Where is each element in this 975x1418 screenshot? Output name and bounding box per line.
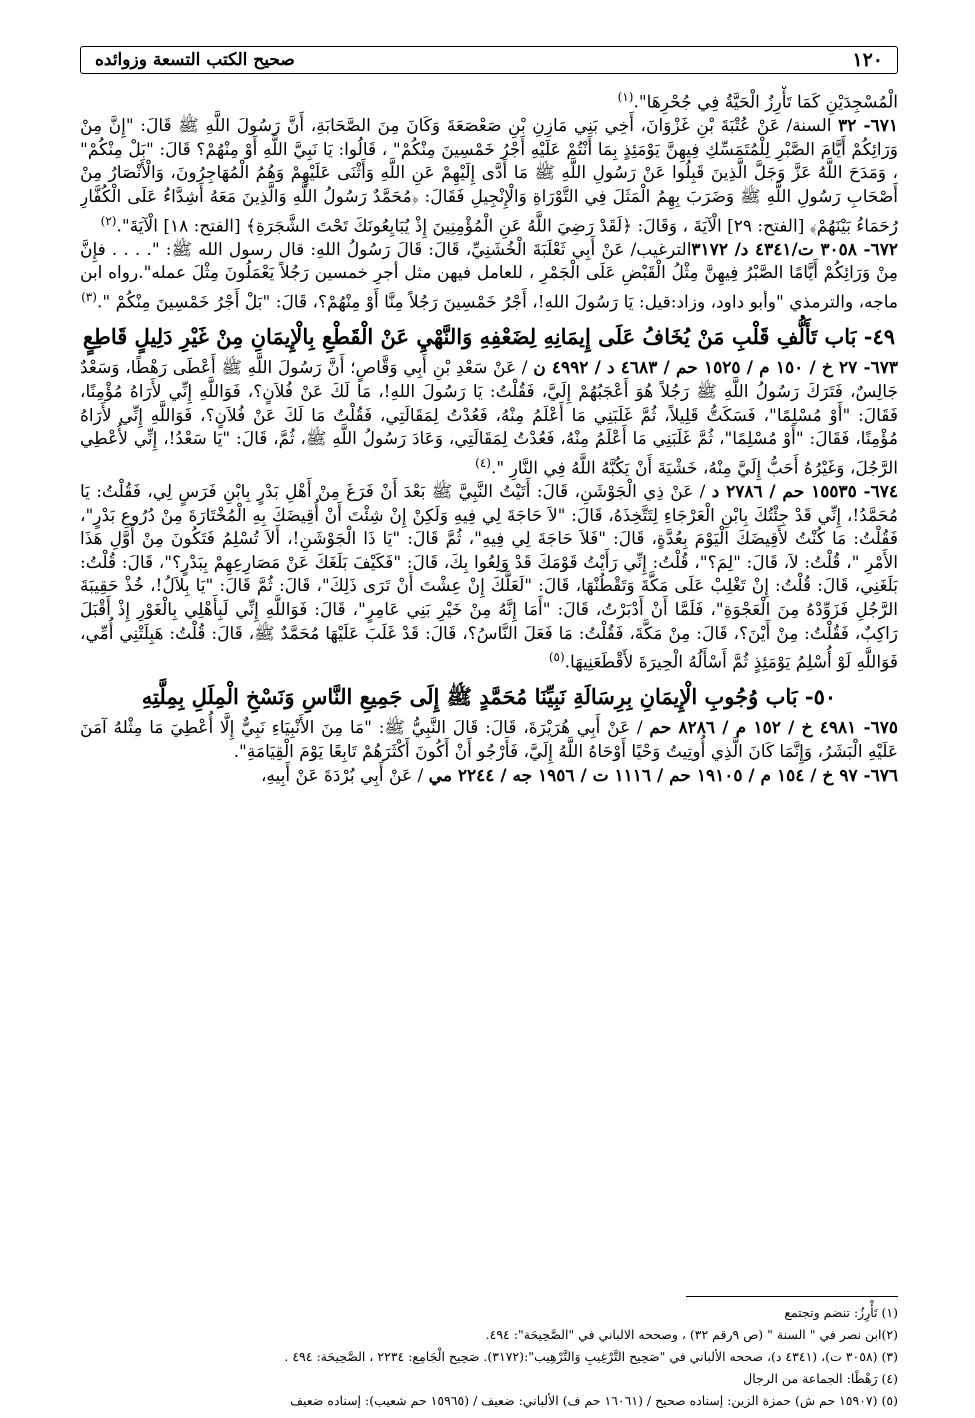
hadith-text: / عَنْ أَبِي هُرَيْرَةَ، قَالَ: قَالَ النَّبِيُّ ﷺ: "مَا مِنَ الأَنْبِيَاءِ نَبِيٌّ إِلَّا أُعْطِيَ مَا مِثْلهُ آمَنَ عَلَيْهِ الْبَشَرُ، وَإِنَّمَا كَانَ الَّذِي أُوتِيتُ وَحْيًا أَوْحَاهُ اللَّهُ إِلَيَّ، فَأَرْجُو أَنْ أَكُونَ أَكْثَرَهُمْ تَابِعًا يَوْمَ الْقِيَامَةِ". <box>80 718 898 762</box>
hadith-text: الترغيب/ عَنْ أَبِي ثَعْلَبَةَ الْخُشَنِيِّ، قَالَ: قَالَ رَسُولُ اللهِ: قال رسول الله ﷺ: ". . . . فإِنَّ مِنْ وَرَائِكُمْ أَيَّامًا الصَّبْرُ فِيهِنَّ مِثْلُ الْقَبْضِ عَلَى الْجَمْرِ ، للعامل فيهن مثل أجرِ خمسين رَجُلاً يَعْمَلُونَ مِثْلَ عمله".رواه ابن ماجه، والترمذي "وأبو داود، وزاد:قيل: يَا رَسُولَ اللهِ!، أَجْرُ خَمْسِينَ رَجُلاً مِنَّا أَوْ مِنْهُمْ؟، قَالَ: "بَلْ أَجْرُ خَمْسِينَ مِنْكُمْ ". <box>80 239 898 313</box>
hadith-672 <box>80 239 898 315</box>
hadith-number: ٦٧٥- ٤٩٨١ خ / ١٥٢ م / ٨٢٨٦ حم <box>649 718 898 739</box>
chapter-heading-49: ٤٩- بَاب تَأَلُّفِ قَلْبِ مَنْ يُخَافُ عَلَى إِيمَانِهِ لِضَعْفِهِ وَالنَّهْيِ عَنْ الْقَطْعِ بِالْإِيمَانِ مِنْ غَيْرِ دَلِيلٍ قَاطِعٍ <box>82 324 896 350</box>
footnote: (٤) رَهْطًا: الجماعة من الرجال <box>743 1371 898 1386</box>
footnote-ref: (٣) <box>81 290 97 305</box>
hadith-number: ٦٧٢- ٣٠٥٨ ت/٤٣٤١ د/ ٣١٧٢ <box>691 239 898 260</box>
hadith-number: ٦٧٦- ٩٧ خ / ١٥٤ م / ١٩١٠٥ حم / ١١١٦ ت / ١٩٥٦ جه / ٢٢٤٤ مي <box>428 765 898 786</box>
hadith-676 <box>80 765 898 789</box>
footnote-ref: (٢) <box>100 213 117 228</box>
footnote-divider <box>686 1296 898 1297</box>
footnote-ref: (٥) <box>548 650 565 665</box>
hadith-number: ٦٧٤- ١٥٥٣٥ حم / ٢٧٨٦ د <box>711 481 898 502</box>
footnote: (٥) (١٥٩٠٧ حم ش) حمزة الزين: إسناده صحيح / (١٦٠٦١ حم ف) الألباني: ضعيف / (١٥٩٦٥ حم شعيب): إسناده ضعيف <box>290 1393 898 1408</box>
main-text <box>80 86 898 1266</box>
footnote: (٣) (٣٠٥٨ ت)، (٤٣٤١ د)، صححه الألباني في "صَحِيح التَّرْغِيبِ وَالتَّرْهِيب":(٣١٧٢). صَحِيح الْجَامِع: ٢٢٣٤ ، الصَّحِيحَة: ٤٩٤ . <box>284 1349 898 1364</box>
hadith-text: / عَنْ أَبِي بُرْدَةَ عَنْ أَبِيهِ، <box>260 765 424 786</box>
paragraph-continuation <box>80 86 898 115</box>
hadith-number: ٦٧٣- ٢٧ خ / ١٥٠ م / ١٥٢٥ حم / ٤٦٨٣ د / ٤٩٩٢ ن <box>533 358 898 379</box>
hadith-text: السنة/ عَنْ عُتْبَةَ بْنِ غَزْوَانَ، أَخِي بَنِي مَازِنِ بْنِ صَعْصَعَةَ وَكَانَ مِنَ الصَّحَابَةِ، أَنَّ رَسُولَ اللَّهِ ﷺ قَالَ: "إِنَّ مِنْ وَرَائِكُمْ أَيَّامَ الصَّبْرِ لِلْمُتَمَسِّكِ فِيهِنَّ يَوْمَئِذٍ بِمَا أَنْتُمْ عَلَيْهِ أَجْرُ خَمْسِينَ مِنْكُمْ" ، قَالُوا: يَا نَبِيَّ اللَّهِ أَوْ مِنْهُمْ؟ قَالَ: "بَلْ مِنْكُمْ" ، وَمَدَحَ اللَّهُ عَزَّ وَجَلَّ الَّذِينَ قَبِلُوا عَنْ رَسُولِ اللَّهِ ﷺ مَا أَدَّى إِلَيْهِمْ عَنِ اللَّهِ وَأَثْنَى عَلَيْهِمْ وَهُمُ الْمُهَاجِرُونَ، وَالْأَنْصَارُ مِنْ أَصْحَابِ رَسُولِ اللَّهِ ﷺ وَضَرَبَ بِهِمُ الْمَثَلَ فِي التَّوْرَاةِ وَالْإِنْجِيلِ فَقَالَ: ﴿مُحَمَّدٌ رَسُولُ اللَّهِ وَالَّذِينَ مَعَهُ أَشِدَّاءُ عَلَى الْكُفَّارِ رُحَمَاءُ بَيْنَهُمْ﴾ [الفتح: ٢٩] الْآيَةَ ، وَقَالَ: ﴿لَقَدْ رَضِيَ اللَّهُ عَنِ الْمُؤْمِنِينَ إِذْ يُبَايِعُونَكَ تَحْتَ الشَّجَرَةِ﴾ [الفتح: ١٨] الْآيَةَ". <box>80 116 898 237</box>
footnote: (١) تَأْرِزُ: تنضم وتجتمع <box>784 1305 898 1320</box>
footnote: (٢)ابن نصر في " السنة " (ص ٩رقم ٣٢) ، وصححه الالباني في "الصَّحِيحَة": ٤٩٤. <box>485 1327 898 1342</box>
hadith-674 <box>80 481 898 675</box>
footnote-ref: (١) <box>617 90 634 104</box>
footnote-ref: (٤) <box>475 455 491 470</box>
paragraph-text: الْمُسْجِدَيْنِ كَمَا تَأْرِزُ الْحَيَّةُ فِي جُحْرِهَا". <box>633 92 898 113</box>
hadith-673 <box>80 357 898 481</box>
footnotes <box>80 1302 898 1412</box>
page-number: ١٢٠ <box>852 49 883 71</box>
hadith-text: / عَنْ ذِي الْجَوْشَنِ، قَالَ: أَتَيْتُ النَّبِيَّ ﷺ بَعْدَ أَنْ فَرَغَ مِنْ أَهْلِ بَدْرٍ بِابْنِ فَرَسٍ لِي، فَقُلْتُ: يَا مُحَمَّدُ!، إِنِّي قَدْ جِئْتُكَ بِابْنِ الْعَرْجَاءِ لِتَتَّخِذَهُ، قَالَ: "لاَ حَاجَةَ لِي فِيهِ وَلَكِنْ إِنْ شِئْتَ أَنْ أُقِيضَكَ بِهِ الْمُخْتَارَةَ مِنْ دُرُوعِ بَدْرٍ"، فَقُلْتُ: مَا كُنْتُ لأَقِيضَكَ الْيَوْمَ بِعُدَّةٍ، قَالَ: "فَلاَ حَاجَةَ لِي فِيهِ"، ثُمَّ قَالَ: "يَا ذَا الْجَوْشَنِ!، أَلاَ تُسْلِمُ فَتَكُونَ مِنْ أَوَّلِ هَذَا الأَمْرِ "، قُلْتُ: لاَ، قَالَ: "لِمَ؟"، قُلْتُ: إِنِّي رَأَيْتُ قَوْمَكَ قَدْ وَلِعُوا بِكَ، قَالَ: "فَكَيْفَ بَلَغَكَ عَنْ مَصَارِعِهِمْ بِبَدْرٍ؟"، قَالَ: قُلْتُ: بَلَغَنِي، قَالَ: قُلْتُ: إِنْ تَغْلِبْ عَلَى مَكَّةَ وَتَقْطُنْهَا، قَالَ: "لَعَلَّكَ إِنْ عِشْتَ أَنْ تَرَى ذَلِكَ"، قَالَ: ثُمَّ قَالَ: "يَا بِلاَلُ!، خُذْ حَقِيبَةَ الرَّجُلِ فَزَوِّدْهُ مِنَ الْعَجْوَةِ"، فَلَمَّا أَنْ أَدْبَرْتُ، قَالَ: "أَمَا إِنَّهُ مِنْ خَيْرِ بَنِي عَامِرٍ"، قَالَ: فَوَاللَّهِ إِنِّي لَبِأَهْلِي بِالْغَوْرِ إِذْ أَقْبَلَ رَاكِبٌ، فَقُلْتُ: مِنْ أَيْنَ؟، قَالَ: مِنْ مَكَّةَ، فَقُلْتُ: مَا فَعَلَ النَّاسُ؟، قَالَ: قَدْ غَلَبَ عَلَيْهَا مُحَمَّدٌ ﷺ، قَالَ: قُلْتُ: هَبِلَتْنِي أُمِّي، فَوَاللَّهِ لَوْ أُسْلِمُ يَوْمَئِذٍ ثُمَّ أَسْأَلُهُ الْحِيرَةَ لأَقْطَعَنِيهَا. <box>80 481 898 673</box>
page-header <box>80 46 898 74</box>
hadith-text: / عَنْ سَعْدِ بْنِ أَبِي وَقَّاصٍ؛ أَنَّ رَسُولَ اللَّهِ ﷺ أَعْطَى رَهْطًا، وَسَعْدٌ جَالِسٌ، فَتَرَكَ رَسُولُ اللَّهِ ﷺ رَجُلاً هُوَ أَعْجَبُهُمْ إِلَيَّ، فَقُلْتُ: يَا رَسُولَ اللهِ!، مَا لَكَ عَنْ فُلاَنٍ؟، فَوَاللَّهِ إِنِّي لأَرَاهُ مُؤْمِنًا، فَقَالَ: "أَوْ مُسْلِمًا"، فَسَكَتُّ قَلِيلاً، ثُمَّ غَلَبَنِي مَا أَعْلَمُ مِنْهُ، فَعُدْتُ لِمَقَالَتِي، فَقُلْتُ مَا لَكَ عَنْ فُلاَنٍ؟، فَوَاللَّهِ إِنِّي لأَرَاهُ مُؤْمِنًا، فَقَالَ: "أَوْ مُسْلِمًا"، ثُمَّ غَلَبَنِي مَا أَعْلَمُ مِنْهُ، فَعُدْتُ لِمَقَالَتِي، وَعَادَ رَسُولُ اللَّهِ ﷺ، ثُمَّ، قَالَ: "يَا سَعْدُ!، إِنِّي لأُعْطِي الرَّجُلَ، وَغَيْرُهُ أَحَبُّ إِلَيَّ مِنْهُ، خَشْيَةَ أَنْ يَكُبَّهُ اللَّهُ فِي النَّارِ ". <box>80 358 898 479</box>
hadith-671 <box>80 115 898 239</box>
hadith-675 <box>80 717 898 764</box>
chapter-heading-50: ٥٠- بَاب وُجُوبِ الْإِيمَانِ بِرِسَالَةِ نَبِيِّنَا مُحَمَّدٍ ﷺ إِلَى جَمِيعِ النَّاسِ وَنَسْخِ الْمِلَلِ بِمِلَّتِهِ <box>141 684 837 710</box>
book-title: صحيح الكتب التسعة وزوائده <box>95 50 295 70</box>
hadith-number: ٦٧١- ٣٢ <box>838 116 898 137</box>
